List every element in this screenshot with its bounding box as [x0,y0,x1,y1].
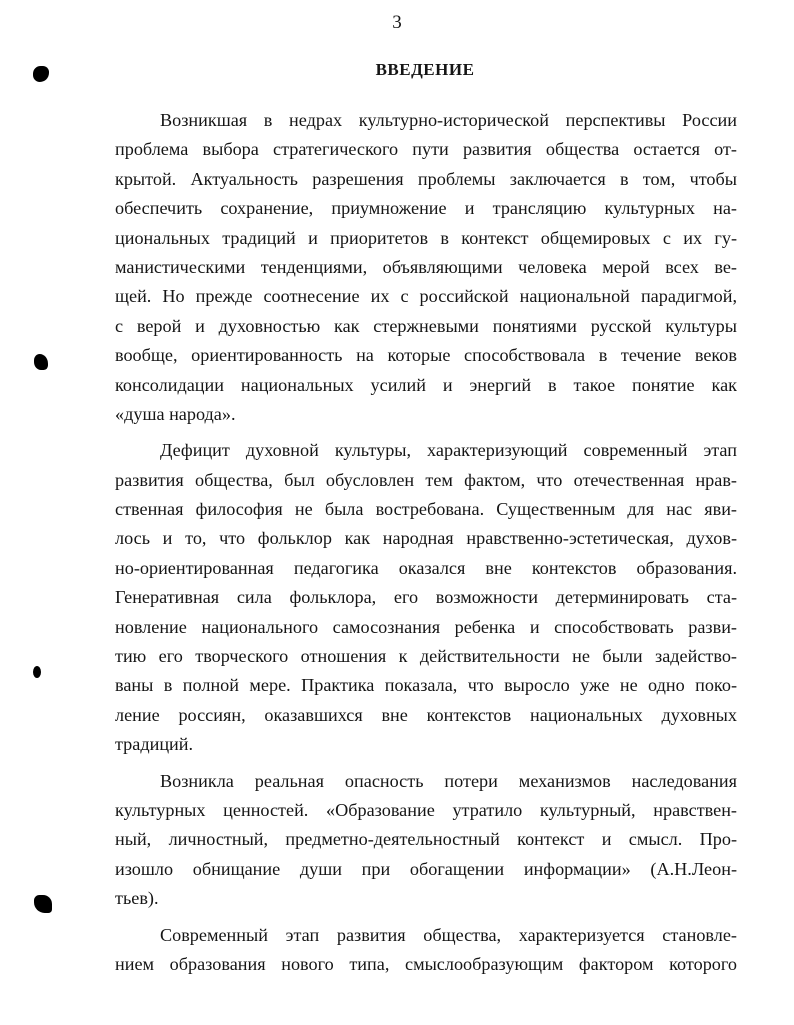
text-line: ление россиян, оказавшихся вне контекстов национальных духовных [115,704,737,725]
text-line: циональных традиций и приоритетов в контекст общемировых с их гу- [115,227,737,248]
text-line: Генеративная сила фольклора, его возможности детерминировать ста- [115,587,737,608]
text-line: лось и то, что фольклор как народная нравственно-эстетическая, духов- [115,528,737,549]
text-line: Дефицит духовной культуры, характеризующий современный этап [160,440,737,461]
text-line: «душа народа». [115,403,236,424]
scan-blot-3 [33,666,41,678]
page-number: 3 [392,12,402,33]
text-line: тьев). [115,888,159,909]
text-line: традиций. [115,734,194,755]
text-line: Современный этап развития общества, характеризуется становле- [160,924,737,945]
text-line: развития общества, был обусловлен тем фактом, что отечественная нрав- [115,469,737,490]
document-body [115,106,737,979]
text-line: изошло обнищание души при обогащении информации» (А.Н.Леон- [115,858,737,879]
text-line: культурных ценностей. «Образование утратило культурный, нравствен- [115,799,737,820]
text-line: ственная философия не была востребована. Существенным для нас яви- [115,499,737,520]
text-line: проблема выбора стратегического пути развития общества остается от- [115,139,737,160]
text-line: щей. Но прежде соотнесение их с российской национальной парадигмой, [115,286,737,307]
text-line: ный, личностный, предметно-деятельностный контекст и смысл. Про- [115,829,737,850]
scan-blot-4 [34,895,52,913]
scan-blot-2 [34,354,48,370]
page-title: ВВЕДЕНИЕ [375,60,475,79]
text-line: тию его творческого отношения к действительности не были задейство- [115,646,737,667]
paragraph-1 [115,106,737,429]
text-line: манистическими тенденциями, объявляющими человека мерой всех ве- [115,256,737,277]
text-line: с верой и духовностью как стержневыми понятиями русской культуры [115,315,737,336]
text-line: но-ориентированная педагогика оказался вне контекстов образования. [115,557,737,578]
text-line: консолидации национальных усилий и энергий в такое понятие как [115,374,737,395]
text-line: обеспечить сохранение, приумножение и трансляцию культурных на- [115,198,737,219]
paragraph-4 [115,921,737,980]
text-line: крытой. Актуальность разрешения проблемы заключается в том, чтобы [115,168,737,189]
text-line: новление национального самосознания ребенка и способствовать разви- [115,616,737,637]
text-line: Возникла реальная опасность потери механизмов наследования [160,770,737,791]
text-line: ваны в полной мере. Практика показала, что выросло уже не одно поко- [115,675,737,696]
text-line: Возникшая в недрах культурно-исторической перспективы России [160,110,737,130]
paragraph-2 [115,436,737,759]
paragraph-3 [115,767,737,914]
text-line: вообще, ориентированность на которые способствовала в течение веков [115,345,737,366]
text-line: нием образования нового типа, смыслообразующим фактором которого [115,953,737,974]
